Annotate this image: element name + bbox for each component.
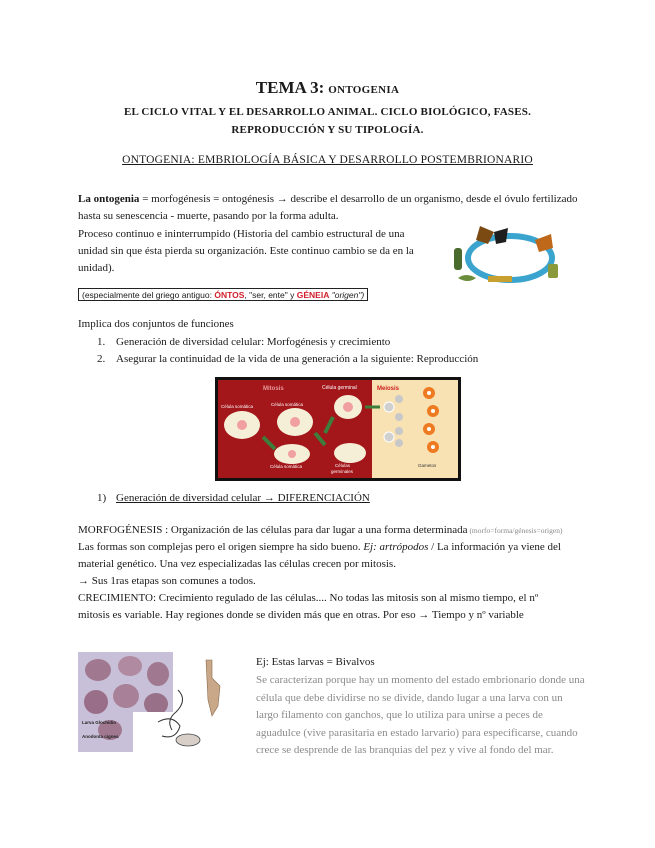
page-title: [0, 78, 655, 98]
meiosis-cell: [395, 395, 403, 403]
meiosis-panel: [372, 380, 458, 478]
meiosis-cell: [395, 427, 403, 435]
caterpillar-icon: [488, 276, 512, 282]
morfo-line-2b: / La información ya viene del: [428, 541, 561, 553]
meiosis-cell: [384, 432, 394, 442]
implica-text: Implica dos conjuntos de funciones: [78, 318, 234, 330]
nucleus: [237, 420, 247, 430]
gamete-nucleus: [431, 445, 435, 449]
label-gametos: Gametos: [418, 463, 437, 468]
mitosis-meiosis-diagram: [215, 377, 461, 481]
gamete-nucleus: [427, 427, 431, 431]
label-celulas: Células: [335, 463, 351, 468]
label-germinales: germinales: [331, 469, 354, 474]
etymology-word-ontos: ÓNTOS: [214, 290, 245, 300]
section-number: 1): [97, 492, 107, 504]
subtitle-line-2: REPRODUCCIÓN Y SU TIPOLOGÍA.: [231, 124, 424, 136]
etymology-word-geneia: GÉNEIA: [296, 290, 330, 300]
list-number: 2.: [97, 353, 106, 365]
larva-shell: [118, 656, 142, 676]
chrysalis-icon: [454, 248, 462, 270]
intro-line1: = morfogénesis = ontogénesis → describe el desarrollo de un organismo, desde el óvulo fertilizado: [139, 193, 578, 205]
section-heading: ONTOGENIA: EMBRIOLOGÍA BÁSICA Y DESARROLLO POSTEMBRIONARIO: [122, 154, 533, 166]
example-text: Se caracterizan porque hay un momento del estado embrionario donde una célula que debe dividirse no se divide, dando lugar a una larva con un largo filamento con ganchos, que lo utiliza para unirse a peces de aguadulce (vive parasitaria en estado larvario) para especificarse, cuando crece se desprende de las branquias del pez y vive al fondo del mar.: [256, 674, 585, 756]
larva-sketch: [206, 660, 220, 716]
larvae-image: [78, 652, 248, 752]
larva-shell: [144, 693, 168, 715]
etymology-box: [78, 288, 368, 301]
egg-icon: [548, 264, 558, 278]
list-text: Asegurar la continuidad de la vida de una generación a la siguiente: Reproducción: [116, 353, 479, 365]
larva-shell: [85, 659, 111, 681]
valve-icon: [176, 734, 200, 746]
subtitle-line-1: EL CICLO VITAL Y EL DESARROLLO ANIMAL. CICLO BIOLÓGICO, FASES.: [123, 106, 532, 118]
butterfly-lifecycle-image: [440, 218, 580, 296]
crecimiento-line-1: CRECIMIENTO: Crecimiento regulado de las células.... No todas las mitosis son al mismo tiempo, el nº: [78, 592, 539, 604]
list-text: Generación de diversidad celular: Morfogénesis y crecimiento: [116, 336, 391, 348]
gamete-nucleus: [427, 391, 431, 395]
process-paragraph: Proceso continuo e ininterrumpido (Historia del cambio estructural de una unidad sin que ésta pierda su organización. Este continuo cambio se da en la unidad).: [78, 228, 414, 274]
title-main: TEMA 3:: [255, 78, 325, 97]
title-topic: ONTOGENIA: [328, 84, 400, 96]
meiosis-cell: [384, 402, 394, 412]
label-mitosis: Mitosis: [263, 386, 284, 392]
list-number: 1.: [97, 336, 106, 348]
etymology-prefix: (especialmente del griego antiguo:: [82, 290, 212, 300]
nucleus: [343, 402, 353, 412]
etymology-suffix: "origen"): [329, 290, 365, 300]
morfo-line-3: material genético. Una vez especializadas las células crecen por mitosis.: [78, 558, 396, 570]
etymology-mid: , "ser, ente" y: [244, 290, 295, 300]
label-celula-somatica-3: Célula somática: [270, 464, 303, 469]
nucleus: [290, 417, 300, 427]
larva-label-1: Larva Glochidio: [82, 720, 117, 725]
list-item: [97, 334, 390, 351]
morfo-line-2-example: Ej: artrópodos: [363, 541, 429, 553]
list-item: [97, 351, 478, 368]
label-celula-somatica-2: Célula somática: [271, 402, 304, 407]
example-title: Ej: Estas larvas = Bivalvos: [256, 656, 375, 668]
larva-label-2: Anodonta cignea: [82, 734, 119, 739]
germ-cells: [334, 443, 366, 463]
morfo-line-1: MORFOGÉNESIS : Organización de las células para dar lugar a una forma determinada: [78, 524, 468, 536]
section-text: Generación de diversidad celular → DIFERENCIACIÓN: [116, 492, 370, 504]
butterfly-wing-icon: [494, 228, 508, 244]
label-celula-somatica-1: Célula somática: [221, 404, 254, 409]
morfo-note: (morfo=forma/génesis=origen): [467, 526, 563, 535]
intro-term: La ontogenia: [78, 193, 140, 205]
gamete-nucleus: [431, 409, 435, 413]
morfo-line-2a: Las formas son complejas pero el origen siempre ha sido bueno.: [78, 541, 364, 553]
label-celula-germinal: Célula germinal: [322, 385, 357, 391]
nucleus: [288, 450, 296, 458]
crecimiento-line-2: mitosis es variable. Hay regiones donde se dividen más que en otras. Por eso → Tiempo y nº variable: [78, 609, 524, 621]
morfo-line-4: → Sus 1ras etapas son comunes a todos.: [78, 575, 256, 587]
larva-shell: [147, 662, 169, 686]
larva-shell: [84, 690, 108, 714]
meiosis-cell: [395, 413, 403, 421]
larva-shell: [113, 684, 139, 708]
leaf-icon: [458, 275, 476, 281]
section-1-heading: [97, 492, 370, 504]
meiosis-cell: [395, 439, 403, 447]
label-meiosis: Meiosis: [377, 386, 400, 392]
morfogenesis-paragraph: [78, 522, 588, 624]
intro-line2: hasta su senescencia - muerte, pasando por la forma adulta.: [78, 210, 339, 222]
